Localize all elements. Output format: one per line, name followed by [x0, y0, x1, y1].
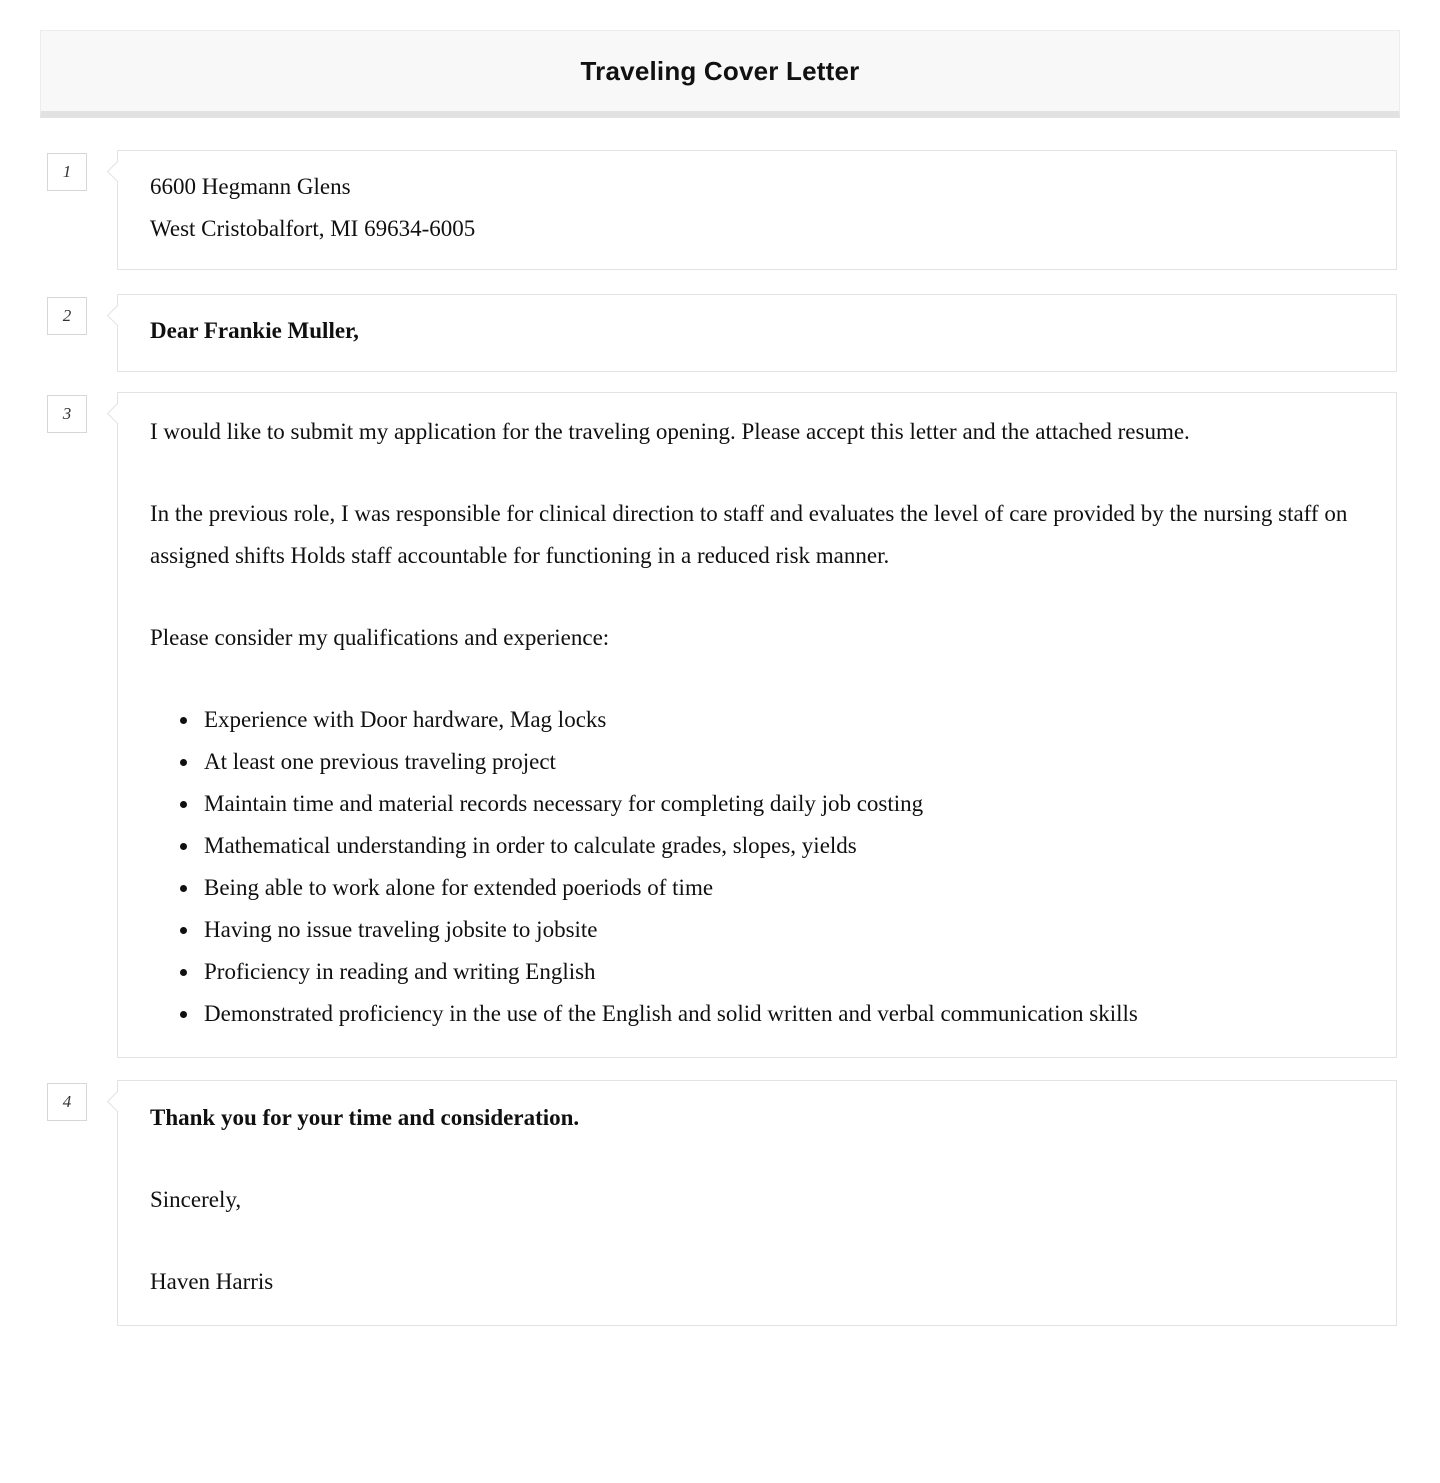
- salutation-text: Dear Frankie Muller,: [150, 318, 359, 343]
- closing-block: [117, 1080, 1397, 1326]
- section-salutation: [47, 294, 1397, 372]
- qualification-item: • Being able to work alone for extended poeriods of time: [200, 867, 1360, 909]
- qualifications-list: [150, 699, 1360, 1035]
- signoff-text: Sincerely,: [150, 1187, 242, 1212]
- address-line-2: West Cristobalfort, MI 69634-6005: [150, 216, 476, 241]
- qualification-item: • Experience with Door hardware, Mag locks: [200, 699, 1360, 741]
- section-number-badge-3: 3: [47, 395, 87, 433]
- address-line-1: 6600 Hegmann Glens: [150, 174, 351, 199]
- qualification-item: • Having no issue traveling jobsite to jobsite: [200, 909, 1360, 951]
- section-number-badge-1: 1: [47, 153, 87, 191]
- address-block: [117, 150, 1397, 270]
- previous-role-paragraph: In the previous role, I was responsible for clinical direction to staff and evaluates the level of care provided by the nursing staff on assigned shifts Holds staff accountable for functioning in a reduced risk manner.: [150, 501, 1348, 568]
- section-number-badge-4: 4: [47, 1083, 87, 1121]
- closing-text: Thank you for your time and consideration.: [150, 1105, 580, 1130]
- page-title: Traveling Cover Letter: [580, 55, 860, 86]
- signature-name: Haven Harris: [150, 1269, 274, 1294]
- qualification-item: • Mathematical understanding in order to calculate grades, slopes, yields: [200, 825, 1360, 867]
- section-address: [47, 150, 1397, 270]
- qualification-item: • Proficiency in reading and writing English: [200, 951, 1360, 993]
- intro-paragraph: I would like to submit my application for the traveling opening. Please accept this letter and the attached resume.: [150, 419, 1190, 444]
- qualification-item: • At least one previous traveling project: [200, 741, 1360, 783]
- qualification-item: • Demonstrated proficiency in the use of the English and solid written and verbal communication skills: [200, 993, 1360, 1035]
- salutation-block: [117, 294, 1397, 372]
- section-body: [47, 392, 1397, 1058]
- qualifications-lead: Please consider my qualifications and experience:: [150, 625, 610, 650]
- qualification-item: • Maintain time and material records necessary for completing daily job costing: [200, 783, 1360, 825]
- document-header: [40, 30, 1400, 118]
- section-number-badge-2: 2: [47, 297, 87, 335]
- body-block: [117, 392, 1397, 1058]
- section-closing: [47, 1080, 1397, 1326]
